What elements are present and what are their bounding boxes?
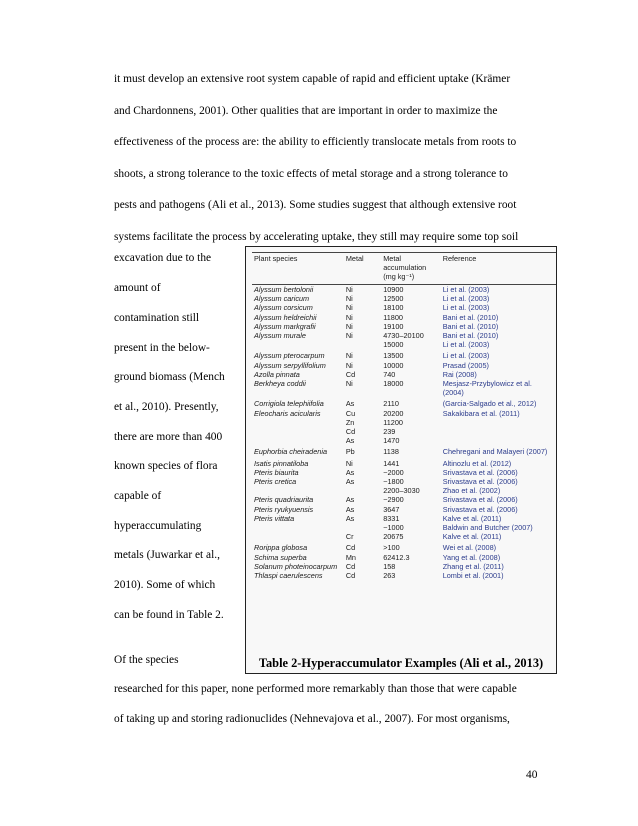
table-cell: 4730–20100 (383, 331, 424, 341)
table-row (252, 427, 556, 436)
table-row (252, 294, 556, 303)
table-row (252, 349, 556, 360)
table-cell: Chehregani and Malayeri (2007) (442, 447, 548, 457)
table-row (252, 322, 556, 331)
table-cell: Ni (345, 379, 353, 389)
text-line: can be found in Table 2. (114, 609, 224, 621)
table-cell: Li et al. (2003) (442, 340, 490, 350)
table-cell: 1441 (383, 458, 400, 468)
text-line: capable of (114, 490, 162, 502)
table-cell (252, 436, 344, 445)
table-row (252, 571, 556, 580)
column-header: Metal (344, 253, 381, 285)
table-cell: 19100 (383, 321, 404, 331)
table-cell: Schima superba (254, 552, 307, 562)
table-cell: Baldwin and Butcher (2007) (442, 523, 533, 533)
table-cell: 18100 (383, 303, 404, 313)
table-row (252, 285, 556, 295)
table-cell: Prasad (2005) (442, 360, 489, 370)
table-row (252, 370, 556, 379)
table-cell (252, 523, 344, 532)
table-cell: Rai (2008) (442, 369, 477, 379)
table-row (252, 514, 556, 523)
table-cell: Cd (345, 427, 356, 437)
table-cell: Zhao et al. (2002) (442, 486, 501, 496)
table-row (252, 397, 556, 408)
table-body (252, 285, 556, 581)
table-cell: 62412.3 (383, 552, 410, 562)
text-line: Of the species (114, 654, 179, 666)
table-cell: Srivastava et al. (2006) (442, 477, 518, 487)
table-cell: Li et al. (2003) (442, 351, 490, 361)
table-cell: 13500 (383, 351, 404, 361)
table-cell: Srivastava et al. (2006) (442, 467, 518, 477)
table-cell: Srivastava et al. (2006) (442, 495, 518, 505)
table-cell: As (345, 477, 355, 487)
table-cell: Mesjasz-Przybylowicz et al. (2004) (442, 379, 532, 398)
table-cell: Ni (345, 331, 353, 341)
table-cell: Azolla pinnata (254, 369, 300, 379)
text-line: systems facilitate the process by accelerating uptake, they still may require some top soil (114, 230, 519, 243)
text-line: effectiveness of the process are: the ability to efficiently translocate metals from roots to (114, 136, 517, 149)
table-row (252, 495, 556, 504)
table-cell: Ni (345, 351, 353, 361)
table-cell: Solanum photeinocarpum (254, 561, 338, 571)
table-cell: Bani et al. (2010) (442, 331, 499, 341)
text-line: of taking up and storing radionuclides (Nehnevajova et al., 2007). For most organisms, (114, 713, 510, 725)
paragraph-top (114, 64, 554, 254)
table-row (252, 562, 556, 571)
table-cell: Cd (345, 369, 356, 379)
table-cell: Alyssum heldreichii (254, 312, 317, 322)
table-row (252, 331, 556, 340)
table-cell: Ni (345, 285, 353, 294)
table-cell (344, 486, 381, 495)
table-cell (344, 523, 381, 532)
hyperaccumulator-table (252, 252, 556, 580)
table-cell: 12500 (383, 294, 404, 304)
table-cell: Ni (345, 360, 353, 370)
table-cell: As (345, 513, 355, 523)
table-cell: Cd (345, 543, 356, 553)
table-row (252, 541, 556, 552)
table-cell: 263 (383, 571, 396, 581)
table-cell: 10900 (383, 285, 404, 294)
table-cell: Corrigiola telephiifolia (254, 399, 324, 409)
table-cell: Ni (345, 312, 353, 322)
table-cell: Cu (345, 408, 356, 418)
table-row (252, 532, 556, 541)
table-cell: Pteris cretica (254, 477, 297, 487)
column-header: Metal accumulation (mg kg⁻¹) (381, 253, 441, 285)
table-row (252, 436, 556, 445)
table-cell: Cd (345, 561, 356, 571)
table-cell: Euphorbia cheiradenia (254, 447, 328, 457)
column-header: Reference (441, 253, 556, 285)
table-cell: 15000 (383, 340, 404, 350)
table-cell: 1470 (383, 436, 400, 446)
table-cell: Isatis pinnatiloba (254, 458, 309, 468)
table-cell: 18000 (383, 379, 404, 389)
table-row (252, 486, 556, 495)
table-cell: Alyssum serpyllifolium (254, 360, 326, 370)
text-line: shoots, a strong tolerance to the toxic effects of metal storage and a strong tolerance to (114, 167, 508, 180)
table-cell: Pteris ryukyuensis (254, 504, 314, 514)
table-cell (252, 418, 344, 427)
table-cell: Kalve et al. (2011) (442, 513, 502, 523)
table-figure (245, 246, 557, 674)
table-cell: 3647 (383, 504, 400, 514)
table-cell (441, 418, 556, 427)
table-cell: Alyssum bertolonii (254, 285, 314, 294)
table-cell: Srivastava et al. (2006) (442, 504, 518, 514)
table-cell: Sakakibara et al. (2011) (442, 408, 520, 418)
text-line: and Chardonnens, 2001). Other qualities that are important in order to maximize the (114, 104, 498, 117)
table-cell: 740 (383, 369, 396, 379)
text-line: present in the below- (114, 342, 210, 354)
table-row (252, 505, 556, 514)
table-cell: Ni (345, 303, 353, 313)
table-cell: 8331 (383, 513, 400, 523)
text-line: known species of flora (114, 460, 218, 472)
table-cell: Altinozlu et al. (2012) (442, 458, 512, 468)
text-line: pests and pathogens (Ali et al., 2013). Some studies suggest that although extensive root (114, 199, 517, 212)
table-caption: Table 2-Hyperaccumulator Examples (Ali et al., 2013) (258, 656, 544, 670)
table-cell: ~1800 (383, 477, 404, 487)
table-cell (344, 340, 381, 349)
table-cell: Eleocharis acicularis (254, 408, 321, 418)
table-cell: Pteris biaurita (254, 467, 299, 477)
table-cell: 20200 (383, 408, 404, 418)
table-cell: Ni (345, 321, 353, 331)
table-cell: 2110 (383, 399, 399, 409)
text-line: excavation due to the (114, 252, 212, 264)
table-cell: >100 (383, 543, 400, 553)
table-cell: Berkheya coddii (254, 379, 306, 389)
table-cell: As (345, 436, 355, 446)
text-line: et al., 2010). Presently, (114, 401, 219, 413)
table-cell: Pb (345, 447, 355, 457)
table-cell: Bani et al. (2010) (442, 312, 499, 322)
table-row (252, 477, 556, 486)
table-cell: 10000 (383, 360, 404, 370)
table-cell: Pteris vittata (254, 513, 295, 523)
table-cell (441, 427, 556, 436)
table-row (252, 313, 556, 322)
text-line: metals (Juwarkar et al., (114, 549, 220, 561)
text-line: researched for this paper, none performed more remarkably than those that were capable (114, 683, 517, 695)
table-cell: Rorippa globosa (254, 543, 308, 553)
table-cell: Li et al. (2003) (442, 303, 490, 313)
table-row (252, 303, 556, 312)
table-cell: Mn (345, 552, 356, 562)
table-cell: Yang et al. (2008) (442, 552, 501, 562)
table-header-row (252, 253, 556, 285)
table-row (252, 418, 556, 427)
table-cell: 239 (383, 427, 396, 437)
table-cell: 20675 (383, 532, 404, 542)
table-cell: Cd (345, 571, 356, 581)
table-cell (252, 427, 344, 436)
page-number: 40 (526, 769, 538, 781)
table-cell: As (345, 399, 355, 409)
table-cell: 1138 (383, 447, 399, 457)
table-cell: Kalve et al. (2011) (442, 532, 502, 542)
table-cell: 158 (383, 561, 396, 571)
table-cell: Li et al. (2003) (442, 294, 490, 304)
table-cell: ~1000 (383, 523, 404, 533)
table-cell: ~2900 (383, 495, 404, 505)
table-cell: Alyssum caricum (254, 294, 310, 304)
table-cell: Alyssum markgrafii (254, 321, 316, 331)
table-row (252, 340, 556, 349)
text-line: contamination still (114, 312, 200, 324)
table-cell: Zhang et al. (2011) (442, 561, 504, 571)
table-cell: Cr (345, 532, 354, 542)
text-line: ground biomass (Mench (114, 371, 225, 383)
table-cell: Lombi et al. (2001) (442, 571, 504, 581)
text-line: 2010). Some of which (114, 579, 216, 591)
table-cell (252, 340, 344, 349)
table-cell: Li et al. (2003) (442, 285, 490, 294)
table-cell: Alyssum pterocarpum (254, 351, 325, 361)
table-cell: Zn (345, 417, 355, 427)
table-row (252, 523, 556, 532)
table-row (252, 553, 556, 562)
column-header: Plant species (252, 253, 344, 285)
table-cell: 11800 (383, 312, 403, 322)
table-row (252, 468, 556, 477)
table-cell: 11200 (383, 417, 403, 427)
table-cell (441, 436, 556, 445)
table-cell: As (345, 467, 355, 477)
table-row (252, 379, 556, 397)
table-cell: As (345, 504, 355, 514)
table-cell: Ni (345, 458, 353, 468)
table-cell: Alyssum murale (254, 331, 306, 341)
table-cell: Alyssum corsicum (254, 303, 313, 313)
text-line: hyperaccumulating (114, 520, 202, 532)
table-cell: Thlaspi caerulescens (254, 571, 323, 581)
table-row (252, 361, 556, 370)
table-cell: (Garcia-Salgado et al., 2012) (442, 399, 537, 409)
table-cell (252, 532, 344, 541)
table-cell: ~2000 (383, 467, 404, 477)
table-row (252, 457, 556, 468)
text-line: it must develop an extensive root system capable of rapid and efficient uptake (Krämer (114, 73, 511, 85)
table-row (252, 445, 556, 456)
table-cell: 2200–3030 (383, 486, 420, 496)
table-cell: As (345, 495, 355, 505)
table-cell: Wei et al. (2008) (442, 543, 497, 553)
table-cell: Ni (345, 294, 353, 304)
table-cell: Bani et al. (2010) (442, 321, 499, 331)
table-row (252, 409, 556, 418)
text-line: there are more than 400 (114, 431, 223, 443)
table-cell (252, 486, 344, 495)
table-cell: Pteris quadriaurita (254, 495, 314, 505)
text-line: amount of (114, 282, 161, 294)
